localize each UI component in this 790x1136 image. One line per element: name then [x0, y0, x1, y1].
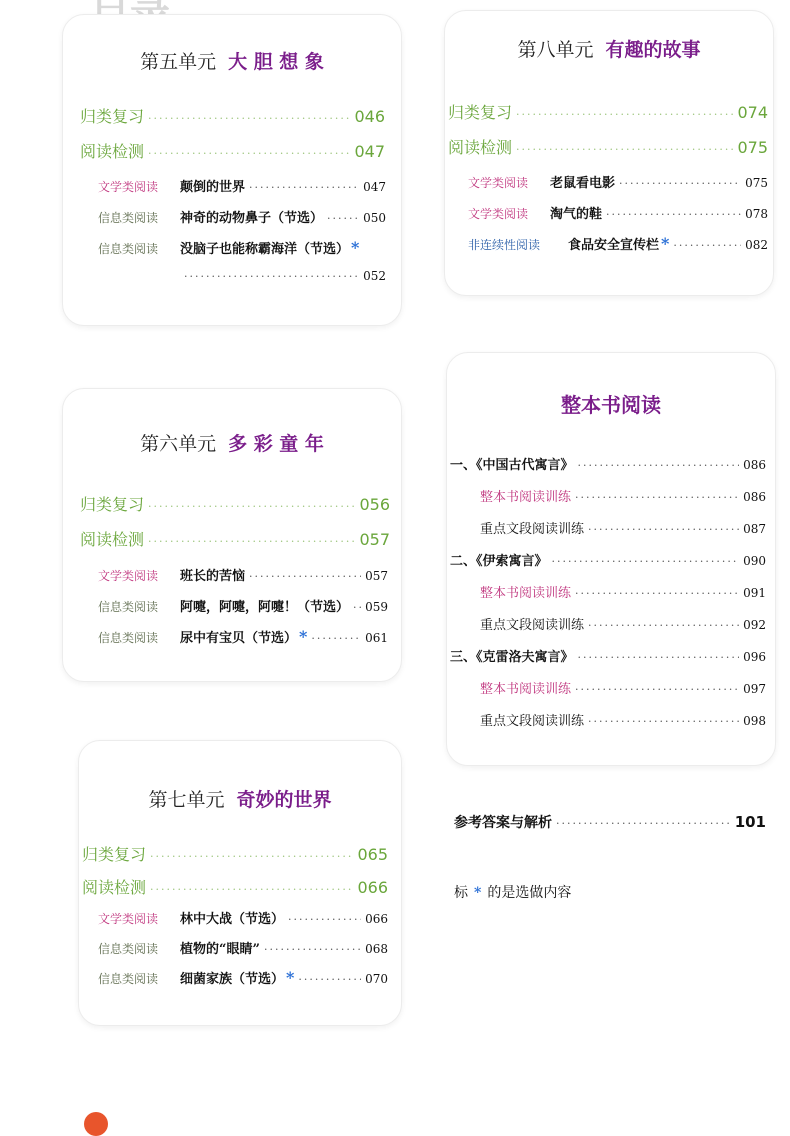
book-focus-entry[interactable] [480, 518, 766, 537]
page-number: 066 [357, 878, 388, 897]
leader-dots [311, 632, 361, 645]
book-title: 三、《克雷洛夫寓言》 [450, 650, 574, 665]
optional-star-icon: * [286, 968, 295, 987]
toc-check-unit-8[interactable] [448, 135, 768, 158]
toc-item[interactable] [98, 565, 388, 584]
page-number: 091 [743, 586, 766, 600]
book-entry[interactable] [450, 646, 766, 665]
leader-dots [588, 619, 739, 632]
book-training-entry[interactable] [480, 678, 766, 697]
leader-dots [150, 883, 353, 896]
page-number: 047 [354, 142, 385, 161]
check-label: 阅读检测 [448, 138, 513, 157]
leader-dots [575, 491, 739, 504]
page-number: 070 [365, 972, 388, 986]
page-number: 047 [363, 180, 386, 194]
leader-dots [588, 715, 739, 728]
category-label: 信息类阅读 [98, 211, 159, 225]
leader-dots [673, 239, 741, 252]
whole-book-title: 整本书阅读 [561, 393, 661, 417]
toc-item[interactable] [98, 596, 388, 615]
focus-label: 重点文段阅读训练 [480, 714, 585, 729]
page-number: 074 [737, 103, 768, 122]
toc-review-unit-6[interactable] [80, 492, 390, 515]
category-label: 信息类阅读 [98, 242, 159, 256]
leader-dots [575, 683, 739, 696]
category-label: 信息类阅读 [98, 972, 159, 986]
category-label: 文学类阅读 [468, 207, 529, 221]
page-number: 068 [365, 942, 388, 956]
page-number: 092 [743, 618, 766, 632]
item-title: 食品安全宣传栏 [568, 238, 660, 253]
toc-item[interactable] [98, 176, 386, 195]
leader-dots [516, 143, 733, 156]
toc-item[interactable] [98, 968, 388, 987]
page-number: 061 [365, 631, 388, 645]
page-number: 075 [737, 138, 768, 157]
page-number: 098 [743, 714, 766, 728]
leader-dots [578, 459, 740, 472]
toc-item[interactable] [98, 627, 388, 646]
leader-dots [588, 523, 739, 536]
review-label: 归类复习 [80, 107, 145, 126]
page-number: 052 [363, 269, 386, 283]
training-label: 整本书阅读训练 [480, 682, 572, 697]
toc-item-continued[interactable] [180, 269, 386, 283]
focus-label: 重点文段阅读训练 [480, 522, 585, 537]
toc-item[interactable] [468, 234, 768, 253]
answers-label: 参考答案与解析 [454, 815, 552, 831]
toc-review-unit-7[interactable] [82, 842, 388, 865]
item-title: 神奇的动物鼻子（节选） [180, 211, 324, 226]
review-label: 归类复习 [448, 103, 513, 122]
book-title: 二、《伊索寓言》 [450, 554, 548, 569]
page-number: 057 [359, 530, 390, 549]
page-number: 050 [363, 211, 386, 225]
leader-dots [606, 208, 741, 221]
leader-dots [184, 270, 359, 283]
leader-dots [288, 913, 361, 926]
page-number: 057 [365, 569, 388, 583]
toc-review-unit-8[interactable] [448, 100, 768, 123]
toc-check-unit-5[interactable] [80, 139, 385, 162]
leader-dots [148, 147, 350, 160]
page-number: 101 [734, 813, 766, 831]
toc-item[interactable] [98, 238, 386, 257]
book-focus-entry[interactable] [480, 710, 766, 729]
category-label: 文学类阅读 [98, 180, 159, 194]
category-label: 文学类阅读 [98, 569, 159, 583]
page-number: 078 [745, 207, 768, 221]
item-title: 老鼠看电影 [550, 176, 616, 191]
page-number: 097 [743, 682, 766, 696]
leader-dots [148, 112, 350, 125]
focus-label: 重点文段阅读训练 [480, 618, 585, 633]
unit-number: 第六单元 [140, 433, 217, 455]
item-title: 尿中有宝贝（节选） [180, 631, 298, 646]
unit-number: 第八单元 [517, 39, 594, 61]
page-decoration-dot [84, 1112, 108, 1136]
unit-name: 多 彩 童 年 [228, 433, 324, 455]
page-number: 087 [743, 522, 766, 536]
leader-dots [148, 535, 355, 548]
page-number: 056 [359, 495, 390, 514]
leader-dots [516, 108, 733, 121]
optional-star-icon: * [661, 234, 670, 253]
book-title: 一、《中国古代寓言》 [450, 458, 574, 473]
page-number: 086 [743, 490, 766, 504]
unit-title [63, 47, 401, 74]
leader-dots [575, 587, 739, 600]
leader-dots [353, 601, 361, 614]
page-number: 086 [743, 458, 766, 472]
item-title: 植物的“眼睛” [180, 942, 260, 957]
item-title: 林中大战（节选） [180, 912, 285, 927]
toc-check-unit-7[interactable] [82, 875, 388, 898]
unit-name: 大 胆 想 象 [228, 51, 324, 73]
leader-dots [552, 555, 740, 568]
leader-dots [327, 212, 359, 225]
unit-number: 第五单元 [140, 51, 217, 73]
training-label: 整本书阅读训练 [480, 490, 572, 505]
review-label: 归类复习 [80, 495, 145, 514]
leader-dots [578, 651, 740, 664]
page-number: 096 [743, 650, 766, 664]
page-number: 059 [365, 600, 388, 614]
page-number: 066 [365, 912, 388, 926]
category-label: 信息类阅读 [98, 600, 159, 614]
note-prefix: 标 [454, 885, 468, 901]
toc-item[interactable] [98, 908, 388, 927]
toc-answers[interactable] [454, 812, 766, 832]
leader-dots [556, 817, 731, 830]
page-number: 082 [745, 238, 768, 252]
category-label: 文学类阅读 [98, 912, 159, 926]
check-label: 阅读检测 [80, 142, 145, 161]
optional-star-icon: * [351, 238, 360, 257]
optional-note [454, 882, 571, 902]
page-number: 075 [745, 176, 768, 190]
optional-star-icon: * [474, 885, 482, 901]
toc-item[interactable] [468, 203, 768, 222]
item-title: 没脑子也能称霸海洋（节选） [180, 242, 350, 257]
book-entry[interactable] [450, 454, 766, 473]
check-label: 阅读检测 [82, 878, 147, 897]
leader-dots [298, 973, 361, 986]
unit-name: 奇妙的世界 [236, 789, 332, 811]
unit-name: 有趣的故事 [605, 39, 701, 61]
unit-title [63, 429, 401, 456]
book-training-entry[interactable] [480, 486, 766, 505]
item-title: 阿嚏，阿嚏，阿嚏！（节选） [180, 600, 350, 615]
page-number: 046 [354, 107, 385, 126]
toc-item[interactable] [98, 207, 386, 226]
leader-dots [249, 570, 361, 583]
leader-dots [264, 943, 361, 956]
unit-title [79, 785, 401, 812]
toc-check-unit-6[interactable] [80, 527, 390, 550]
book-entry[interactable] [450, 550, 766, 569]
leader-dots [148, 500, 355, 513]
page-number: 090 [743, 554, 766, 568]
leader-dots [150, 850, 353, 863]
leader-dots [619, 177, 741, 190]
book-focus-entry[interactable] [480, 614, 766, 633]
toc-review-unit-5[interactable] [80, 104, 385, 127]
toc-item[interactable] [98, 938, 388, 957]
note-suffix: 的是选做内容 [487, 885, 572, 901]
item-title: 颠倒的世界 [180, 180, 246, 195]
toc-item[interactable] [468, 172, 768, 191]
book-training-entry[interactable] [480, 582, 766, 601]
page-number: 065 [357, 845, 388, 864]
category-label: 信息类阅读 [98, 631, 159, 645]
review-label: 归类复习 [82, 845, 147, 864]
category-label: 非连续性阅读 [468, 238, 541, 252]
training-label: 整本书阅读训练 [480, 586, 572, 601]
item-title: 细菌家族（节选） [180, 972, 285, 987]
check-label: 阅读检测 [80, 530, 145, 549]
unit-number: 第七单元 [148, 789, 225, 811]
item-title: 淘气的鞋 [550, 207, 603, 222]
optional-star-icon: * [299, 627, 308, 646]
leader-dots [249, 181, 359, 194]
category-label: 文学类阅读 [468, 176, 529, 190]
item-title: 班长的苦恼 [180, 569, 246, 584]
unit-title [445, 35, 773, 62]
category-label: 信息类阅读 [98, 942, 159, 956]
